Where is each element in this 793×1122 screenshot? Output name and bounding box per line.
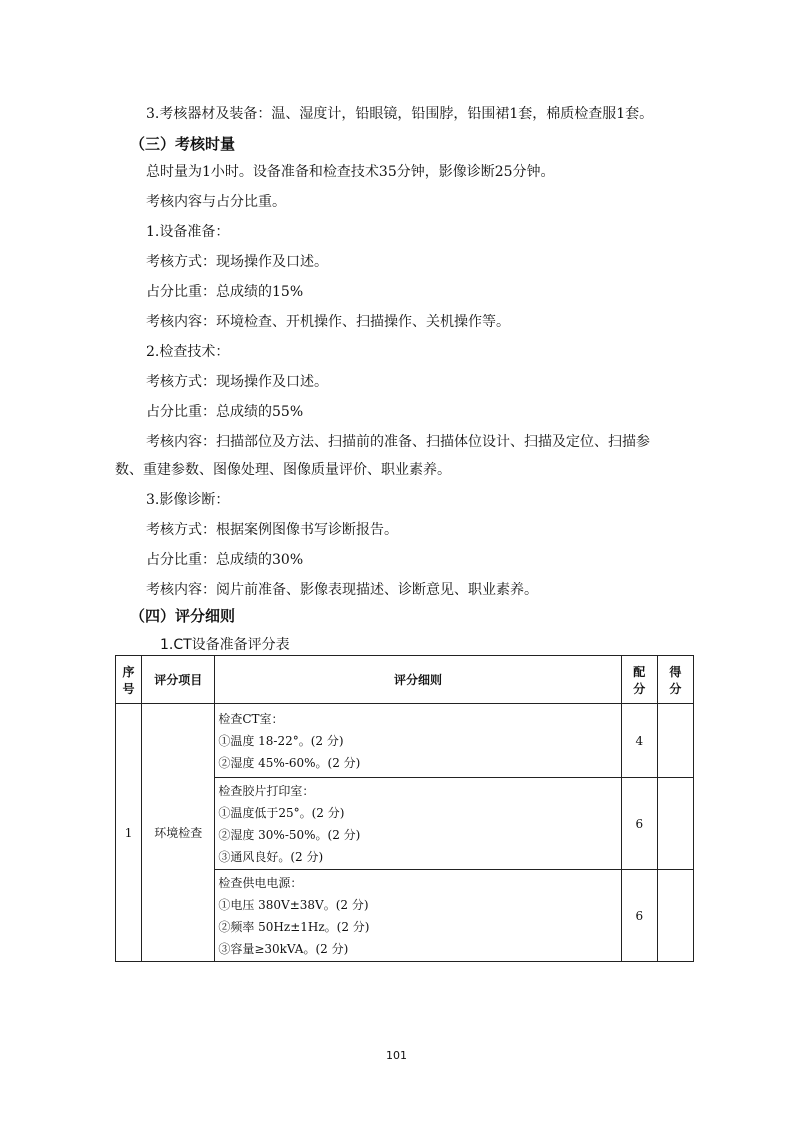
points-cell: 6 bbox=[621, 870, 657, 962]
header-score-line1: 得 bbox=[669, 664, 682, 679]
imaging-diagnosis-content: 考核内容：阅片前准备、影像表现描述、诊断意见、职业素养。 bbox=[146, 582, 538, 598]
detail-line: 检查供电电源： bbox=[218, 875, 303, 890]
header-item: 评分项目 bbox=[142, 656, 215, 704]
header-num-line1: 序 bbox=[122, 664, 135, 679]
equipment-prep-content: 考核内容：环境检查、开机操作、扫描操作、关机操作等。 bbox=[146, 314, 510, 330]
imaging-diagnosis-title: 3.影像诊断： bbox=[146, 492, 230, 508]
header-detail: 评分细则 bbox=[215, 656, 621, 704]
inspection-tech-content-cont: 数、重建参数、图像处理、图像质量评价、职业素养。 bbox=[115, 462, 451, 478]
table-row bbox=[116, 704, 694, 778]
detail-line: 检查CT室： bbox=[218, 711, 284, 726]
header-num bbox=[116, 656, 142, 704]
header-points-line2: 分 bbox=[633, 681, 646, 696]
table-caption: 1.CT设备准备评分表 bbox=[160, 637, 290, 653]
equipment-prep-method: 考核方式：现场操作及口述。 bbox=[146, 254, 328, 270]
duration-paragraph: 总时量为1小时。设备准备和检查技术35分钟，影像诊断25分钟。 bbox=[146, 164, 555, 180]
inspection-tech-method: 考核方式：现场操作及口述。 bbox=[146, 374, 328, 390]
inspection-tech-weight: 占分比重：总成绩的55% bbox=[146, 404, 304, 420]
detail-cell-power bbox=[215, 870, 621, 962]
scoring-table bbox=[115, 655, 694, 962]
score-cell bbox=[657, 778, 693, 870]
detail-line: ③通风良好。(2 分) bbox=[218, 849, 324, 864]
detail-line: ②频率 50Hz±1Hz。(2 分) bbox=[218, 919, 370, 934]
imaging-diagnosis-method: 考核方式：根据案例图像书写诊断报告。 bbox=[146, 522, 398, 538]
detail-line: ②湿度 45%-60%。(2 分) bbox=[218, 755, 361, 770]
score-cell bbox=[657, 870, 693, 962]
imaging-diagnosis-weight: 占分比重：总成绩的30% bbox=[146, 552, 304, 568]
detail-line: 检查胶片打印室： bbox=[218, 783, 315, 798]
inspection-tech-content: 考核内容：扫描部位及方法、扫描前的准备、扫描体位设计、扫描及定位、扫描参 bbox=[146, 434, 650, 450]
row-item: 环境检查 bbox=[142, 704, 215, 962]
detail-cell-film-room bbox=[215, 778, 621, 870]
equipment-paragraph: 3.考核器材及装备：温、湿度计，铅眼镜，铅围脖，铅围裙1套，棉质检查服1套。 bbox=[146, 106, 654, 122]
content-weight-paragraph: 考核内容与占分比重。 bbox=[146, 194, 286, 210]
detail-cell-ct-room bbox=[215, 704, 621, 778]
inspection-tech-title: 2.检查技术： bbox=[146, 344, 230, 360]
header-points bbox=[621, 656, 657, 704]
detail-line: ③容量≥30kVA。(2 分) bbox=[218, 941, 349, 956]
header-score bbox=[657, 656, 693, 704]
row-num: 1 bbox=[116, 704, 142, 962]
detail-line: ①温度 18-22°。(2 分) bbox=[218, 733, 344, 748]
header-num-line2: 号 bbox=[122, 681, 135, 696]
equipment-prep-title: 1.设备准备： bbox=[146, 224, 230, 240]
detail-line: ①电压 380V±38V。(2 分) bbox=[218, 897, 369, 912]
header-score-line2: 分 bbox=[669, 681, 682, 696]
table-header-row bbox=[116, 656, 694, 704]
detail-line: ①温度低于25°。(2 分) bbox=[218, 805, 345, 820]
section-heading-duration: （三）考核时量 bbox=[130, 135, 236, 153]
score-cell bbox=[657, 704, 693, 778]
detail-line: ②湿度 30%-50%。(2 分) bbox=[218, 827, 361, 842]
points-cell: 6 bbox=[621, 778, 657, 870]
page-number: 101 bbox=[386, 1049, 407, 1062]
equipment-prep-weight: 占分比重：总成绩的15% bbox=[146, 284, 304, 300]
section-heading-scoring: （四）评分细则 bbox=[130, 607, 236, 625]
points-cell: 4 bbox=[621, 704, 657, 778]
header-points-line1: 配 bbox=[633, 664, 646, 679]
